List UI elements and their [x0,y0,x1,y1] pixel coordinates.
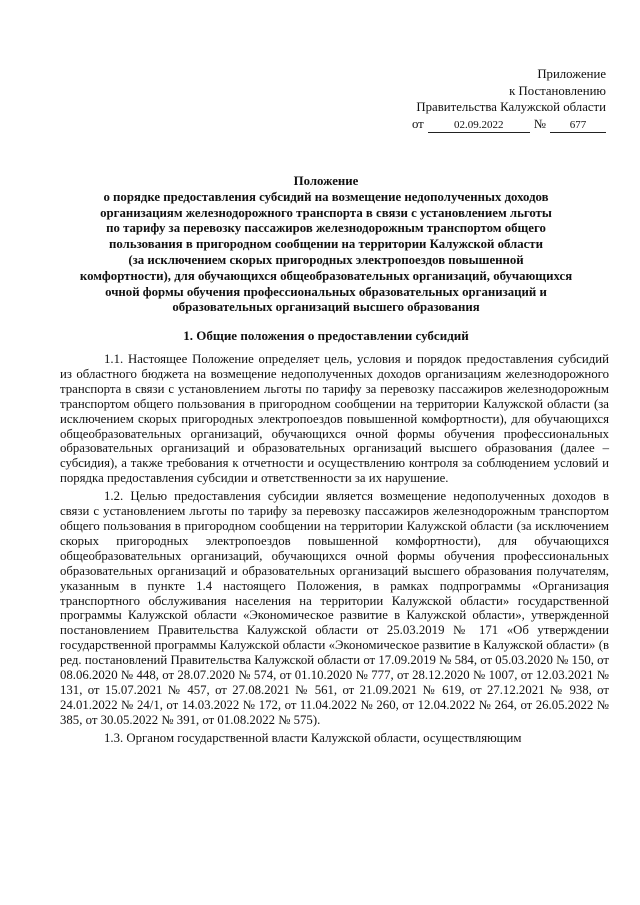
decree-number: 677 [550,119,606,133]
title-line: организациям железнодорожного транспорта в связи с установлением льготы [100,205,552,220]
title-line: пользования в пригородном сообщении на территории Калужской области [109,237,543,252]
title-line: по тарифу за перевозку пассажиров железнодорожным транспортом общего [106,221,546,236]
title-line: о порядке предоставления субсидий на возмещение недополученных доходов [103,189,549,204]
document-title [60,174,592,316]
appendix-line-1: Приложение [537,67,606,81]
title-line: комфортности), для обучающихся общеобразовательных организаций, обучающихся [79,268,573,283]
paragraph-1-1: 1.1. Настоящее Положение определяет цель, условия и порядок предоставления субсидий из областного бюджета на возмещение недополученных доходов организациям железнодорожного транспорта в связи с установлением льготы по тарифу за перевозку пассажиров железнодорожным транспортом общего пользования в пригородном сообщении на территории Калужской области (за исключением скорых пригородных электропоездов повышенной комфортности), для обучающихся общеобразовательных организаций, обучающихся очной формы обучения профессиональных образовательных организаций и образовательных организаций высшего образования (далее – субсидия), а также требования к отчетности и осуществлению контроля за соблюдением условий и порядка предоставления субсидии и ответственности за их нарушение. [60,352,609,486]
appendix-block [412,66,606,133]
paragraph-1-2: 1.2. Целью предоставления субсидии является возмещение недополученных доходов в связи с установлением льготы по тарифу за перевозку пассажиров железнодорожным транспортом общего пользования в пригородном сообщении на территории Калужской области (за исключением скорых пригородных электропоездов повышенной комфортности), для обучающихся общеобразовательных организаций, обучающихся очной формы обучения профессиональных образовательных организаций и образовательных организаций высшего образования получателям, указанным в пункте 1.4 настоящего Положения, в рамках подпрограммы «Организация транспортного обслуживания населения на территории Калужской области» государственной программы Калужской области «Экономическое развитие в Калужской области», утвержденной постановлением Правительства Калужской области от 25.03.2019 № 171 «Об утверждении государственной программы Калужской области «Экономическое развитие в Калужской области» (в ред. постановлений Правительства Калужской области от 17.09.2019 № 584, от 05.03.2020 № 150, от 08.06.2020 № 448, от 28.07.2020 № 574, от 01.10.2020 № 777, от 28.12.2020 № 1007, от 12.03.2021 № 131, от 15.07.2021 № 457, от 27.08.2021 № 561, от 21.09.2021 № 619, от 27.12.2021 № 938, от 24.01.2022 № 24/1, от 14.03.2022 № 172, от 11.04.2022 № 260, от 12.04.2022 № 264, от 26.05.2022 № 385, от 30.05.2022 № 391, от 01.08.2022 № 575). [60,489,609,727]
appendix-line-2: к Постановлению [509,83,606,98]
section-heading: 1. Общие положения о предоставлении субсидий [183,328,469,343]
appendix-line-3: Правительства Калужской области [416,100,606,114]
appendix-date-number [412,116,606,133]
title-line: образовательных организаций высшего образования [172,300,480,315]
title-heading: Положение [293,174,359,188]
paragraph-1-3: 1.3. Органом государственной власти Калужской области, осуществляющим [104,730,522,745]
from-label: от [411,116,424,131]
number-label: № [533,116,546,131]
title-line: (за исключением скорых пригородных электропоездов повышенной [128,252,524,267]
title-line: очной формы обучения профессиональных образовательных организаций и [105,284,547,299]
decree-date: 02.09.2022 [428,119,530,133]
document-body [60,352,609,749]
